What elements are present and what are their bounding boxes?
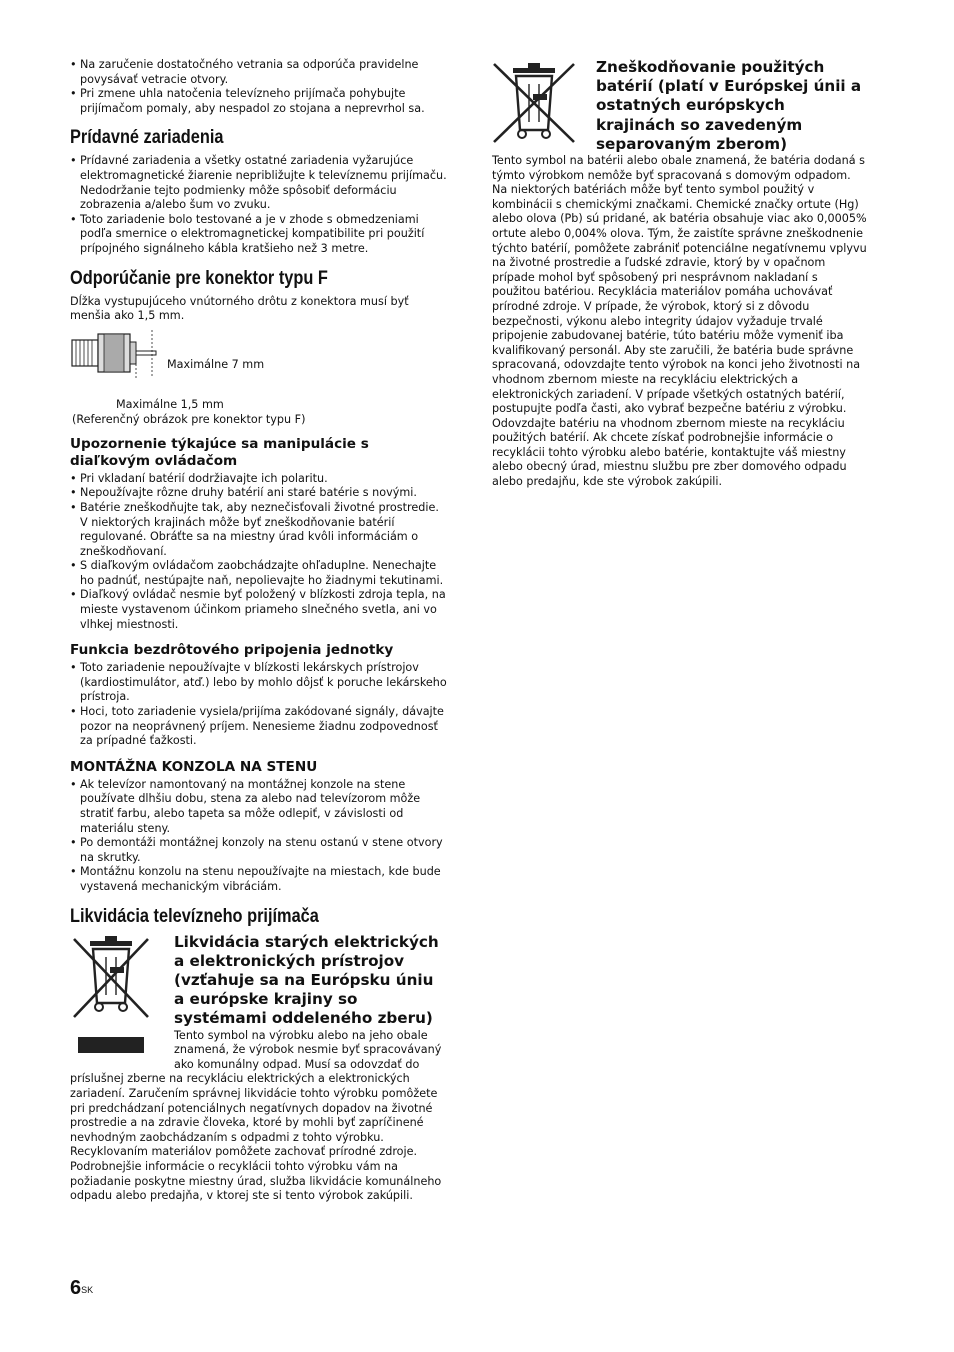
bullet-item: • Batérie zneškodňujte tak, aby neznečisťovali životné prostredie. V niektorých krajinách môže byť zneškodňovanie batérií regulované. Obráťte sa na miestny úrad kvôli informáciám o zneškodňovaní. — [70, 501, 448, 559]
weee-block — [70, 933, 174, 1063]
pridavne-bullets — [70, 154, 448, 256]
heading-upozornenie: Upozornenie týkajúce sa manipulácie s diaľkovým ovládačom — [70, 435, 369, 469]
page-language-suffix: SK — [81, 1285, 94, 1295]
label-max-7mm: Maximálne 7 mm — [167, 357, 265, 371]
bateria-text: Tento symbol na batérii alebo obale znamená, že batéria dodaná s týmto výrobkom nemôže byť spracovaná s domovým odpadom. Na niektorých batériách môže byť tento symbol použitý v kombinácii s chemickými značkami. Chemické značky ortute (Hg) alebo olova (Pb) sú pridané, ak batéria obsahuje viac ako 0,0005% ortute alebo 0,004% olova. Tým, že zaistíte správne zneškodnenie týchto batérií, pomôžete zabrániť potenciálne negatívnemu vplyvu na životné prostredie a ľudské zdravie, ktorý by v opačnom prípade mohol byť spôsobený pri nesprávnom nakladaní s použitou batériou. Recyklácia materiálov pomáha uchovávať prírodné zdroje. V prípade, že výrobok, ktorý si z dôvodu bezpečnosti, výkonu alebo integrity údajov vyžaduje trvalé pripojenie zabudovanej batérie, túto batériu môže vymeniť iba kvalifikovaný personál. Aby ste zaručili, že batéria bude správne spracovaná, odovzdajte tento výrobok na konci jeho životnosti na vhodnom zbernom mieste na recykláciu elektrických a elektronických zariadení. V prípade všetkých ostatných batérií, postupujte podľa časti, ako vybrať bezpečne batériu z výrobku. Odovzdajte batériu na vhodnom zbernom mieste na recykláciu použitých batérií. Ak chcete získať podrobnejšie informácie o recyklácii tohto výrobku alebo batérie, kontaktujte váš miestny alebo obecný úrad, miestnu službu pre zber domového odpadu alebo predajňu, kde ste výrobok zakúpili. — [492, 154, 867, 489]
bullet-item: • Po demontáži montážnej konzoly na stenu ostanú v stene otvory na skrutky. — [70, 836, 448, 865]
upozornenie-bullets — [70, 472, 448, 633]
label-max-1-5mm: Maximálne 1,5 mm — [116, 397, 224, 411]
bullet-item: • Prídavné zariadenia a všetky ostatné zariadenia vyžarujúce elektromagnetické žiarenie nepribližujte k televíznemu prijímaču. Nedodržanie tejto podmienky môže spôsobiť deformáciu zobrazenia a/alebo šum vo zvuku. — [70, 154, 448, 212]
bullet-item: • Pri vkladaní batérií dodržiavajte ich polaritu. — [70, 472, 448, 487]
bullet-item: • Diaľkový ovládač nesmie byť položený v blízkosti zdroja tepla, na mieste vystavenom účinkom priameho slnečného svetla, ani vo vlhkej miestnosti. — [70, 588, 448, 632]
bullet-item: • Toto zariadenie nepoužívajte v blízkosti lekárskych prístrojov (kardiostimulátor, atď.) lebo by mohlo dôjsť k poruche lekárskeho prístroja. — [70, 661, 448, 705]
heading-konektor: Odporúčanie pre konektor typu F — [70, 267, 328, 289]
bullet-item: • Montážnu konzolu na stenu nepoužívajte na miestach, kde bude vystavená mechanickým vibráciám. — [70, 865, 448, 894]
bullet-item: • Na zaručenie dostatočného vetrania sa odporúča pravidelne povysávať vetracie otvory. — [70, 58, 448, 87]
bullet-item: • Toto zariadenie bolo testované a je v zhode s obmedzeniami podľa smernice o elektromagnetickej kompatibilite pri použití prípojného signálneho kábla kratšieho než 3 metre. — [70, 213, 448, 257]
likvidacia-block — [70, 933, 448, 1204]
heading-montazna-konzola: MONTÁŽNA KONZOLA NA STENU — [70, 758, 318, 775]
bullet-item: • Hoci, toto zariadenie vysiela/prijíma zakódované signály, dávajte pozor na neoprávnený príjem. Nenesieme žiadnu zodpovednosť za prípadné ťažkosti. — [70, 705, 448, 749]
heading-likvidacia-sub: Likvidácia starých elektrických a elektronických prístrojov (vzťahuje sa na Európsku úniu a európske krajiny so systémami oddeleného zberu) — [174, 932, 439, 1028]
crossed-bin-icon — [70, 933, 152, 1057]
right-column — [492, 58, 868, 490]
bullet-item: • Pri zmene uhla natočenia televízneho prijímača pohybujte prijímačom pomaly, aby nespadol zo stojana a neprevrhol sa. — [70, 87, 448, 116]
likvidacia-text: Tento symbol na výrobku alebo na jeho obale znamená, že výrobok nesmie byť spracovávaný ako komunálny odpad. Musí sa odovzdať do príslušnej zberne na recykláciu elektrických a elektronických zariadení. Zaručením správnej likvidácie tohto výrobku pomôžete pri predchádzaní potenciálnych negatívnych dopadov na životné prostredie a na zdravie človeka, ktoré by mohli byť zapríčinené nevhodným zaobchádzaním s odpadmi z tohto výrobku. Recyklovaním materiálov pomôžete zachovať prírodné zdroje. Podrobnejšie informácie o recyklácii tohto výrobku vám na požiadanie poskytne miestny úrad, služba likvidácie komunálneho odpadu alebo predajňa, v ktorej ste si tento výrobok zakúpili. — [70, 1028, 442, 1203]
crossed-bin-icon — [492, 58, 576, 144]
left-column — [70, 58, 448, 1204]
konektor-text: Dĺžka vystupujúceho vnútorného drôtu z konektora musí byť menšia ako 1,5 mm. — [70, 294, 409, 323]
bullet-item: • Ak televízor namontovaný na montážnej konzole na stene používate dlhšiu dobu, stena za alebo nad televízorom môže stratiť farbu, alebo tapeta sa môže odlepiť, v závislosti od materiálu steny. — [70, 778, 448, 836]
heading-pridavne-zariadenia: Prídavné zariadenia — [70, 127, 224, 149]
figure-caption: (Referenčný obrázok pre konektor typu F) — [72, 412, 306, 426]
heading-bateria: Zneškodňovanie použitých batérií (platí v Európskej únii a ostatných európskych krajinách so zavedeným separovaným zberom) — [596, 58, 862, 153]
intro-bullets — [70, 58, 448, 116]
page-number — [70, 1277, 94, 1299]
bullet-item: • Nepoužívajte rôzne druhy batérií ani staré batérie s novými. — [70, 486, 448, 501]
f-connector-icon — [70, 330, 170, 380]
page-number-value: 6 — [70, 1277, 82, 1299]
bullet-item: • S diaľkovým ovládačom zaobchádzajte ohľaduplne. Nenechajte ho padnúť, nestúpajte naň, nepolievajte ho žiadnymi tekutinami. — [70, 559, 448, 588]
funkcia-bullets — [70, 661, 448, 749]
montazna-bullets — [70, 778, 448, 895]
battery-bin-block — [492, 58, 596, 148]
heading-funkcia: Funkcia bezdrôtového pripojenia jednotky — [70, 642, 394, 659]
heading-likvidacia: Likvidácia televízneho prijímača — [70, 905, 319, 927]
connector-figure — [70, 330, 448, 426]
